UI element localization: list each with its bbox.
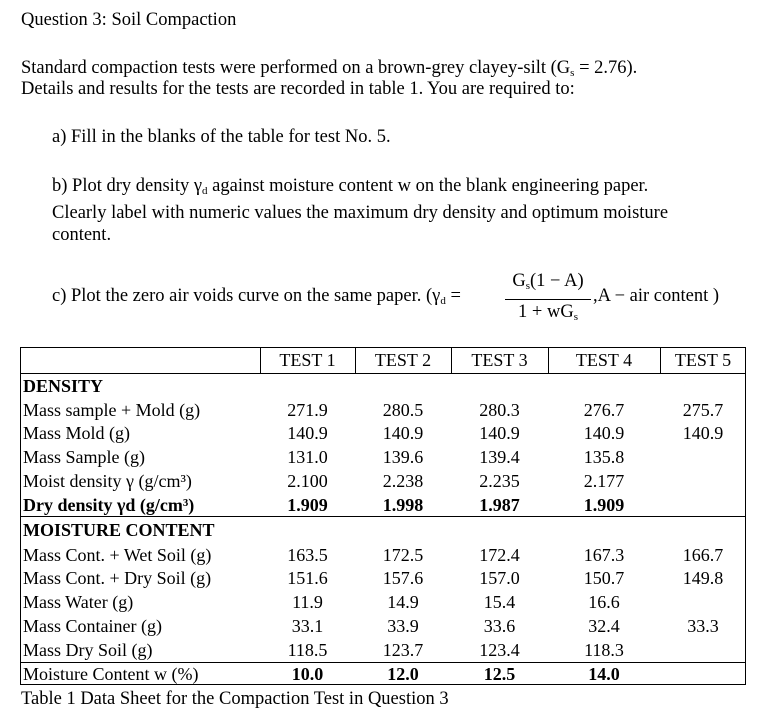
- header-test-1: TEST 1: [279, 350, 336, 370]
- question-title: Question 3: Soil Compaction: [21, 10, 237, 30]
- table-cell-r10-test1: 10.0: [291, 664, 324, 684]
- table-cell-r4-test4: 1.909: [583, 495, 625, 515]
- row-label-mass-water: Mass Water (g): [23, 592, 134, 612]
- row-label-wet-soil: Mass Cont. + Wet Soil (g): [23, 545, 212, 565]
- table-cell-r6-test3: 157.0: [479, 568, 520, 588]
- formula-denominator: $1 + wG_s$: [518, 302, 578, 323]
- part-b-line-2: Clearly label with numeric values the maximum dry density and optimum moisture: [52, 203, 669, 223]
- table-cell-r4-test2: 1.998: [382, 495, 424, 515]
- header-test-3: TEST 3: [471, 350, 528, 370]
- row-label-mass-sample: Mass Sample (g): [23, 447, 145, 467]
- table-cell-r3-test1: 2.100: [287, 471, 328, 491]
- part-c-start: c) Plot the zero air voids curve on the same paper. ($\gamma_d$ =: [52, 286, 461, 307]
- row-label-mass-mold: Mass Mold (g): [23, 423, 130, 443]
- table-cell-r10-test4: 14.0: [588, 664, 620, 684]
- table-cell-r0-test2: 280.5: [382, 400, 424, 420]
- table-cell-r1-test2: 140.9: [382, 423, 424, 443]
- table-cell-r1-test3: 140.9: [479, 423, 520, 443]
- row-label-mass-dry-soil: Mass Dry Soil (g): [23, 640, 153, 660]
- table-cell-r6-test1: 151.6: [287, 568, 328, 588]
- table-cell-r2-test4: 135.8: [583, 447, 625, 467]
- intro-line-2: Details and results for the tests are recorded in table 1. You are required to:: [21, 79, 575, 99]
- part-a: a) Fill in the blanks of the table for test No. 5.: [52, 127, 391, 147]
- table-cell-r3-test2: 2.238: [382, 471, 424, 491]
- header-test-5: TEST 5: [674, 350, 732, 370]
- table-cell-r7-test1: 11.9: [292, 592, 323, 612]
- table-cell-r3-test4: 2.177: [583, 471, 625, 491]
- table-cell-r8-test2: 33.9: [387, 616, 419, 636]
- header-test-4: TEST 4: [575, 350, 633, 370]
- row-label-mass-container: Mass Container (g): [23, 616, 162, 636]
- table-cell-r9-test4: 118.3: [584, 640, 624, 660]
- table-cell-r8-test1: 33.1: [291, 616, 324, 636]
- row-label-moisture-content: Moisture Content w (%): [23, 664, 199, 684]
- table-cell-r2-test3: 139.4: [479, 447, 520, 467]
- table-cell-r5-test4: 167.3: [583, 545, 625, 565]
- table-cell-r5-test3: 172.4: [479, 545, 520, 565]
- table-cell-r7-test3: 15.4: [483, 592, 516, 612]
- table-cell-r6-test2: 157.6: [382, 568, 424, 588]
- table-cell-r1-test4: 140.9: [583, 423, 625, 443]
- table-cell-r8-test3: 33.6: [483, 616, 516, 636]
- table-cell-r9-test2: 123.7: [382, 640, 424, 660]
- table-cell-r4-test1: 1.909: [287, 495, 328, 515]
- part-c-end: ,A − air content ): [593, 286, 720, 306]
- table-cell-r2-test2: 139.6: [382, 447, 424, 467]
- table-cell-r9-test3: 123.4: [479, 640, 520, 660]
- row-label-dry-density: Dry density γd (g/cm³): [23, 495, 195, 515]
- table-cell-r10-test2: 12.0: [387, 664, 419, 684]
- table-cell-r7-test2: 14.9: [387, 592, 419, 612]
- table-cell-r0-test1: 271.9: [287, 400, 328, 420]
- table-cell-r5-test5: 166.7: [682, 545, 724, 565]
- formula-fraction-bar: [505, 299, 591, 300]
- row-label-moist-density: Moist density γ (g/cm³): [23, 471, 192, 491]
- table-cell-r1-test5: 140.9: [682, 423, 724, 443]
- table-cell-r5-test1: 163.5: [287, 545, 328, 565]
- section-density: DENSITY: [23, 376, 104, 396]
- row-label-dry-soil: Mass Cont. + Dry Soil (g): [23, 568, 212, 588]
- header-divider: [20, 373, 746, 374]
- table-cell-r8-test5: 33.3: [687, 616, 719, 636]
- table-cell-r0-test5: 275.7: [682, 400, 724, 420]
- table-cell-r9-test1: 118.5: [287, 640, 328, 660]
- density-bottom-divider: [20, 516, 746, 517]
- header-test-2: TEST 2: [374, 350, 432, 370]
- part-b-line-1: b) Plot dry density $\gamma_d$ against moisture content w on the blank engineering paper.: [52, 176, 649, 197]
- table-cell-r0-test4: 276.7: [583, 400, 625, 420]
- table-cell-r5-test2: 172.5: [382, 545, 424, 565]
- intro-line-1: Standard compaction tests were performed on a brown-grey clayey-silt $(G_s = 2.76)$.: [21, 58, 638, 79]
- row-label-mass-sample-mold: Mass sample + Mold (g): [23, 400, 201, 420]
- table-cell-r4-test3: 1.987: [479, 495, 520, 515]
- table-cell-r1-test1: 140.9: [287, 423, 328, 443]
- table-cell-r10-test3: 12.5: [483, 664, 516, 684]
- table-cell-r3-test3: 2.235: [479, 471, 520, 491]
- zero-air-voids-formula: [503, 270, 593, 328]
- formula-numerator: $G_s(1 - A)$: [512, 271, 584, 292]
- part-b-line-3: content.: [52, 225, 112, 245]
- table-caption: Table 1 Data Sheet for the Compaction Test in Question 3: [21, 689, 449, 709]
- table-cell-r7-test4: 16.6: [588, 592, 620, 612]
- table-cell-r6-test5: 149.8: [682, 568, 724, 588]
- compaction-data-table: [20, 347, 748, 685]
- table-cell-r8-test4: 32.4: [588, 616, 620, 636]
- table-cell-r6-test4: 150.7: [583, 568, 625, 588]
- table-cell-r0-test3: 280.3: [479, 400, 520, 420]
- table-cell-r2-test1: 131.0: [287, 447, 328, 467]
- section-moisture: MOISTURE CONTENT: [23, 520, 215, 540]
